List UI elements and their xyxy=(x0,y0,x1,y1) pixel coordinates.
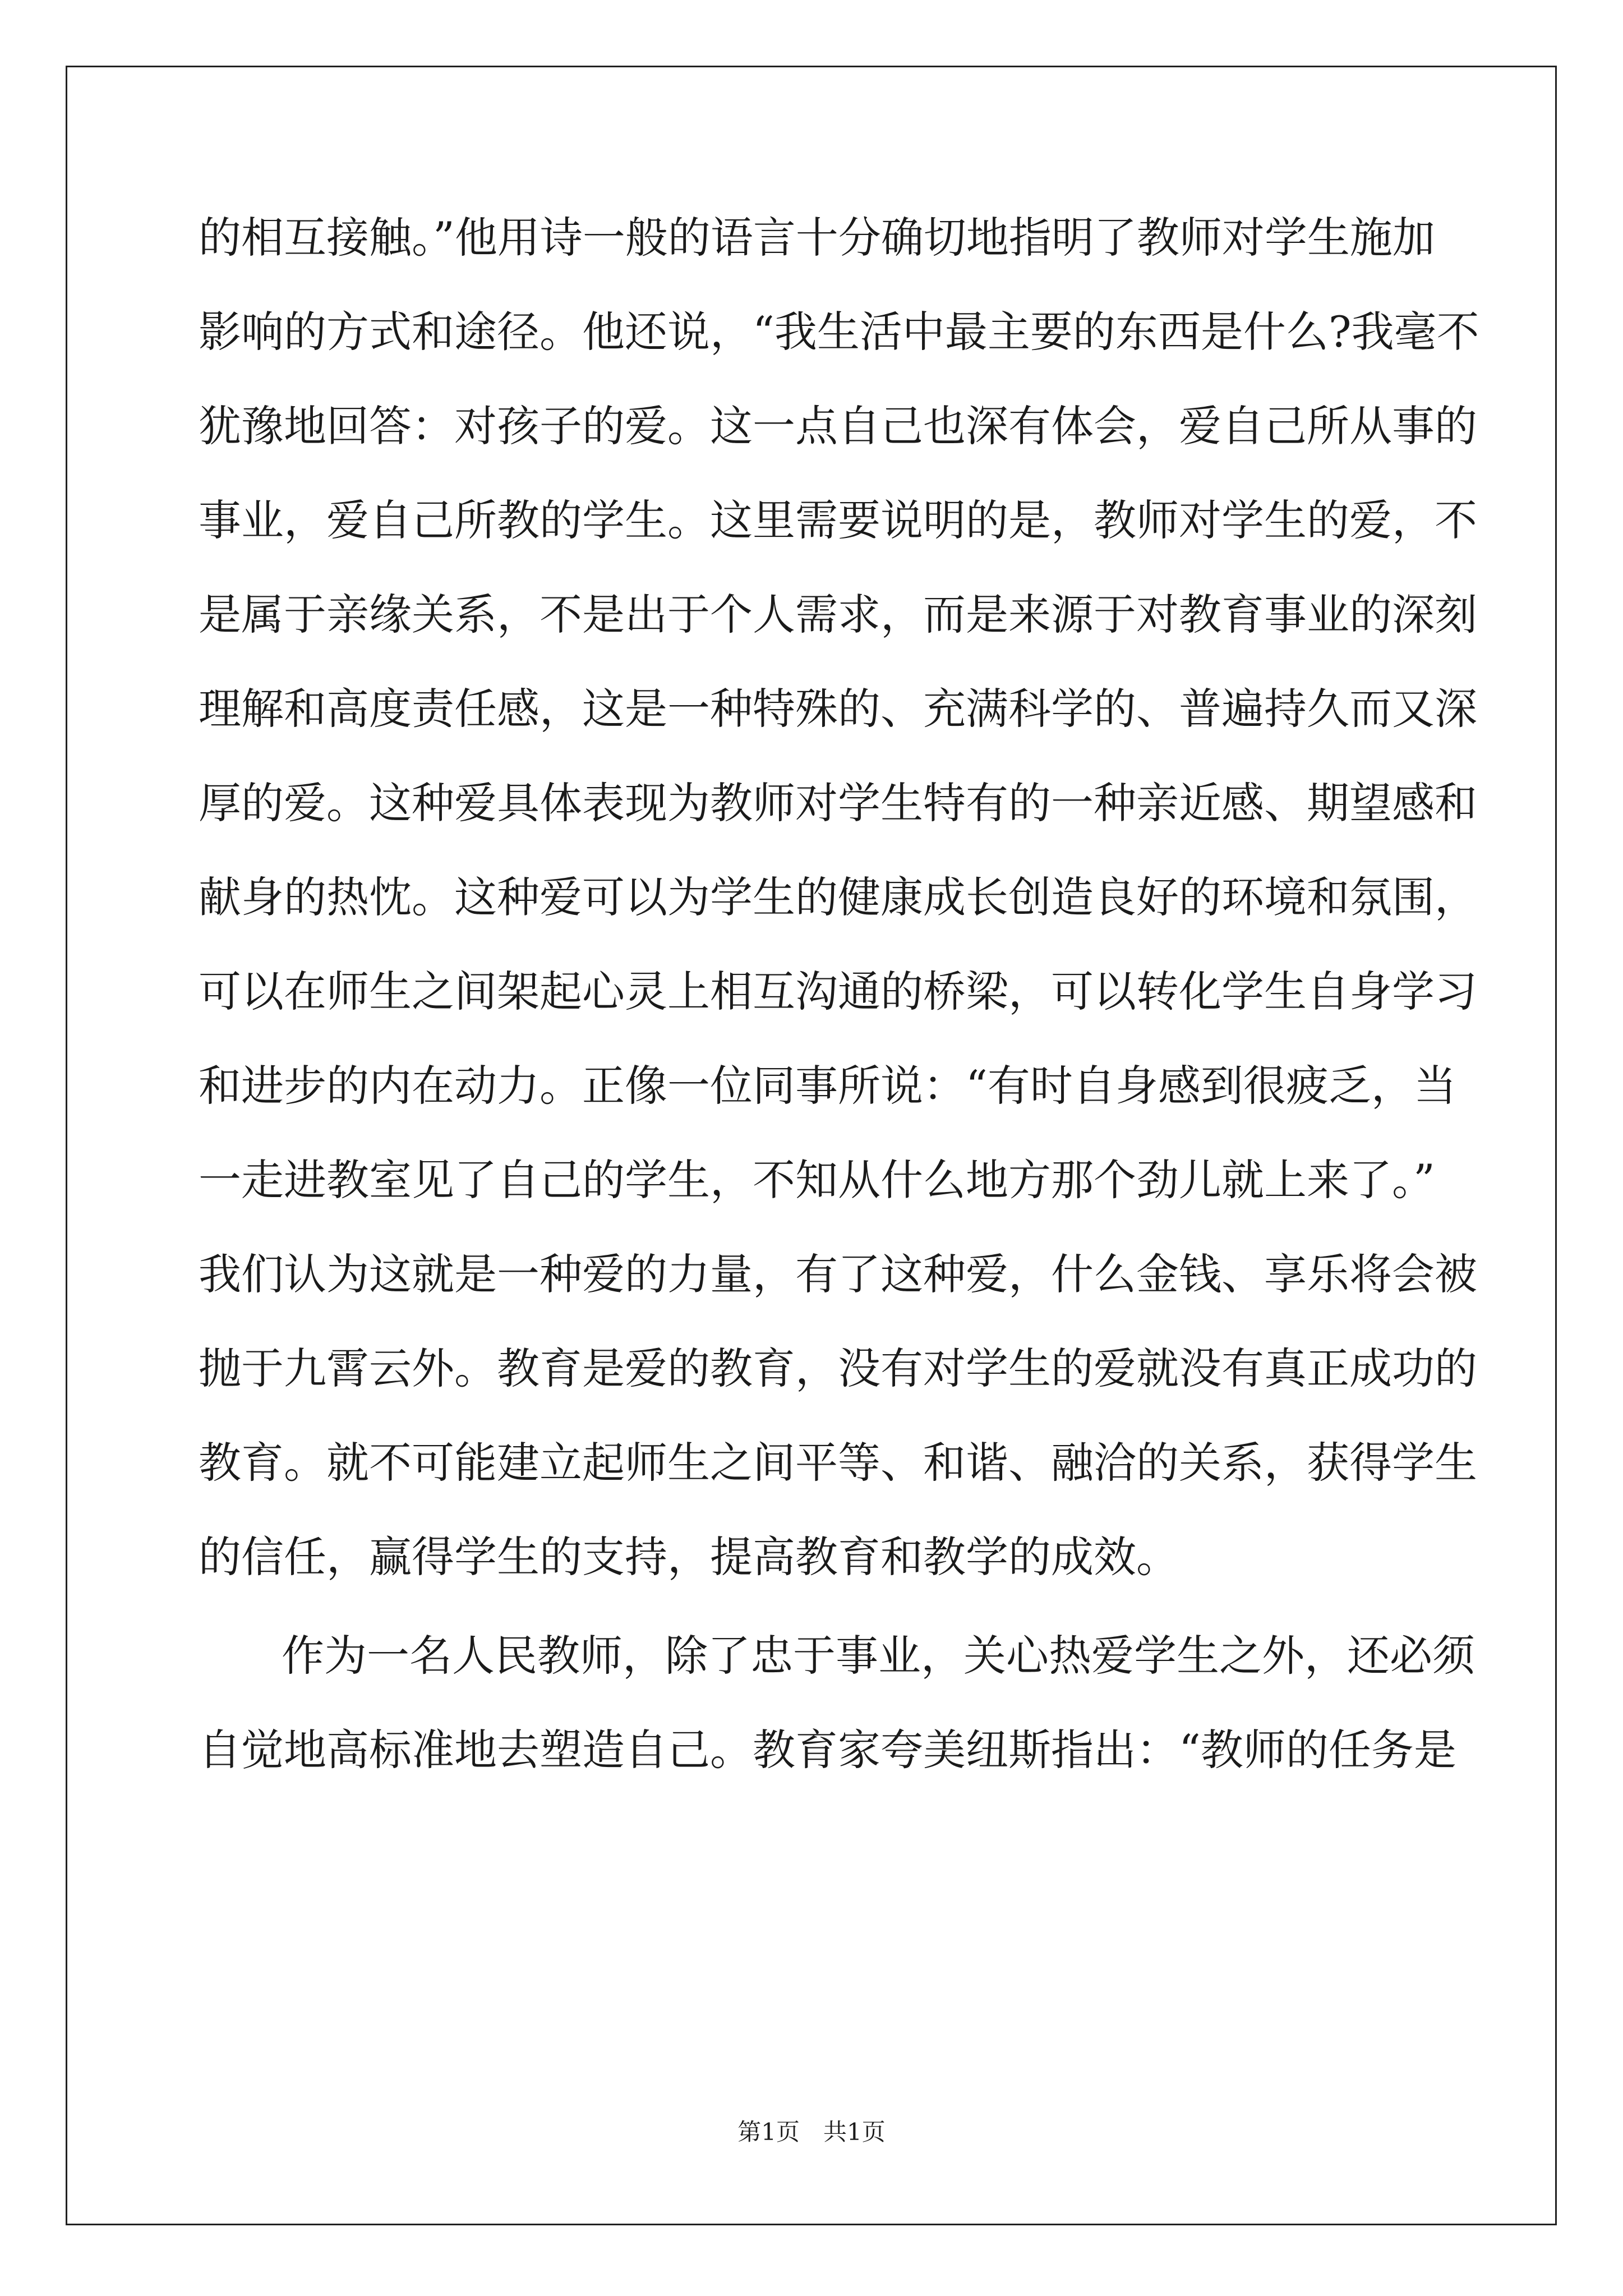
text-line: 和进步的内在动力。正像一位同事所说：“有时自身感到很疲乏，当 xyxy=(199,1061,1456,1111)
text-line: 教育。就不可能建立起师生之间平等、和谐、融洽的关系，获得学生 xyxy=(199,1438,1477,1488)
text-line: 可以在师生之间架起心灵上相互沟通的桥梁，可以转化学生自身学习 xyxy=(199,967,1477,1016)
text-line: 献身的热忱。这种爱可以为学生的健康成长创造良好的环境和氛围， xyxy=(199,872,1477,922)
paragraph-gap xyxy=(199,1604,1432,1609)
paragraph-first-line: 作为一名人民教师，除了忠于事业，关心热爱学生之外，还必须 xyxy=(282,1631,1475,1681)
text-line: 厚的爱。这种爱具体表现为教师对学生特有的一种亲近感、期望感和 xyxy=(199,778,1477,828)
text-line: 我们认为这就是一种爱的力量，有了这种爱，什么金钱、享乐将会被 xyxy=(199,1249,1477,1299)
text-line: 影响的方式和途径。他还说，“我生活中最主要的东西是什么?我毫不 xyxy=(199,307,1479,357)
text-line: 自觉地高标准地去塑造自己。教育家夸美纽斯指出：“教师的任务是 xyxy=(199,1725,1456,1775)
text-line: 理解和高度责任感，这是一种特殊的、充满科学的、普遍持久而又深 xyxy=(199,684,1477,734)
page-number-footer: 第1页 共1页 xyxy=(737,2118,886,2146)
text-line: 的相互接触。”他用诗一般的语言十分确切地指明了教师对学生施加 xyxy=(199,213,1435,263)
text-line: 事业，爱自己所教的学生。这里需要说明的是，教师对学生的爱，不 xyxy=(199,495,1477,545)
text-line: 的信任，赢得学生的支持，提高教育和教学的成效。 xyxy=(199,1532,1179,1582)
text-line: 是属于亲缘关系，不是出于个人需求，而是来源于对教育事业的深刻 xyxy=(199,590,1477,639)
text-line: 犹豫地回答：对孩子的爱。这一点自己也深有体会，爱自己所从事的 xyxy=(199,401,1477,451)
text-line: 抛于九霄云外。教育是爱的教育，没有对学生的爱就没有真正成功的 xyxy=(199,1343,1477,1393)
text-line: 一走进教室见了自己的学生，不知从什么地方那个劲儿就上来了。” xyxy=(199,1155,1435,1205)
document-body xyxy=(199,191,1479,1797)
